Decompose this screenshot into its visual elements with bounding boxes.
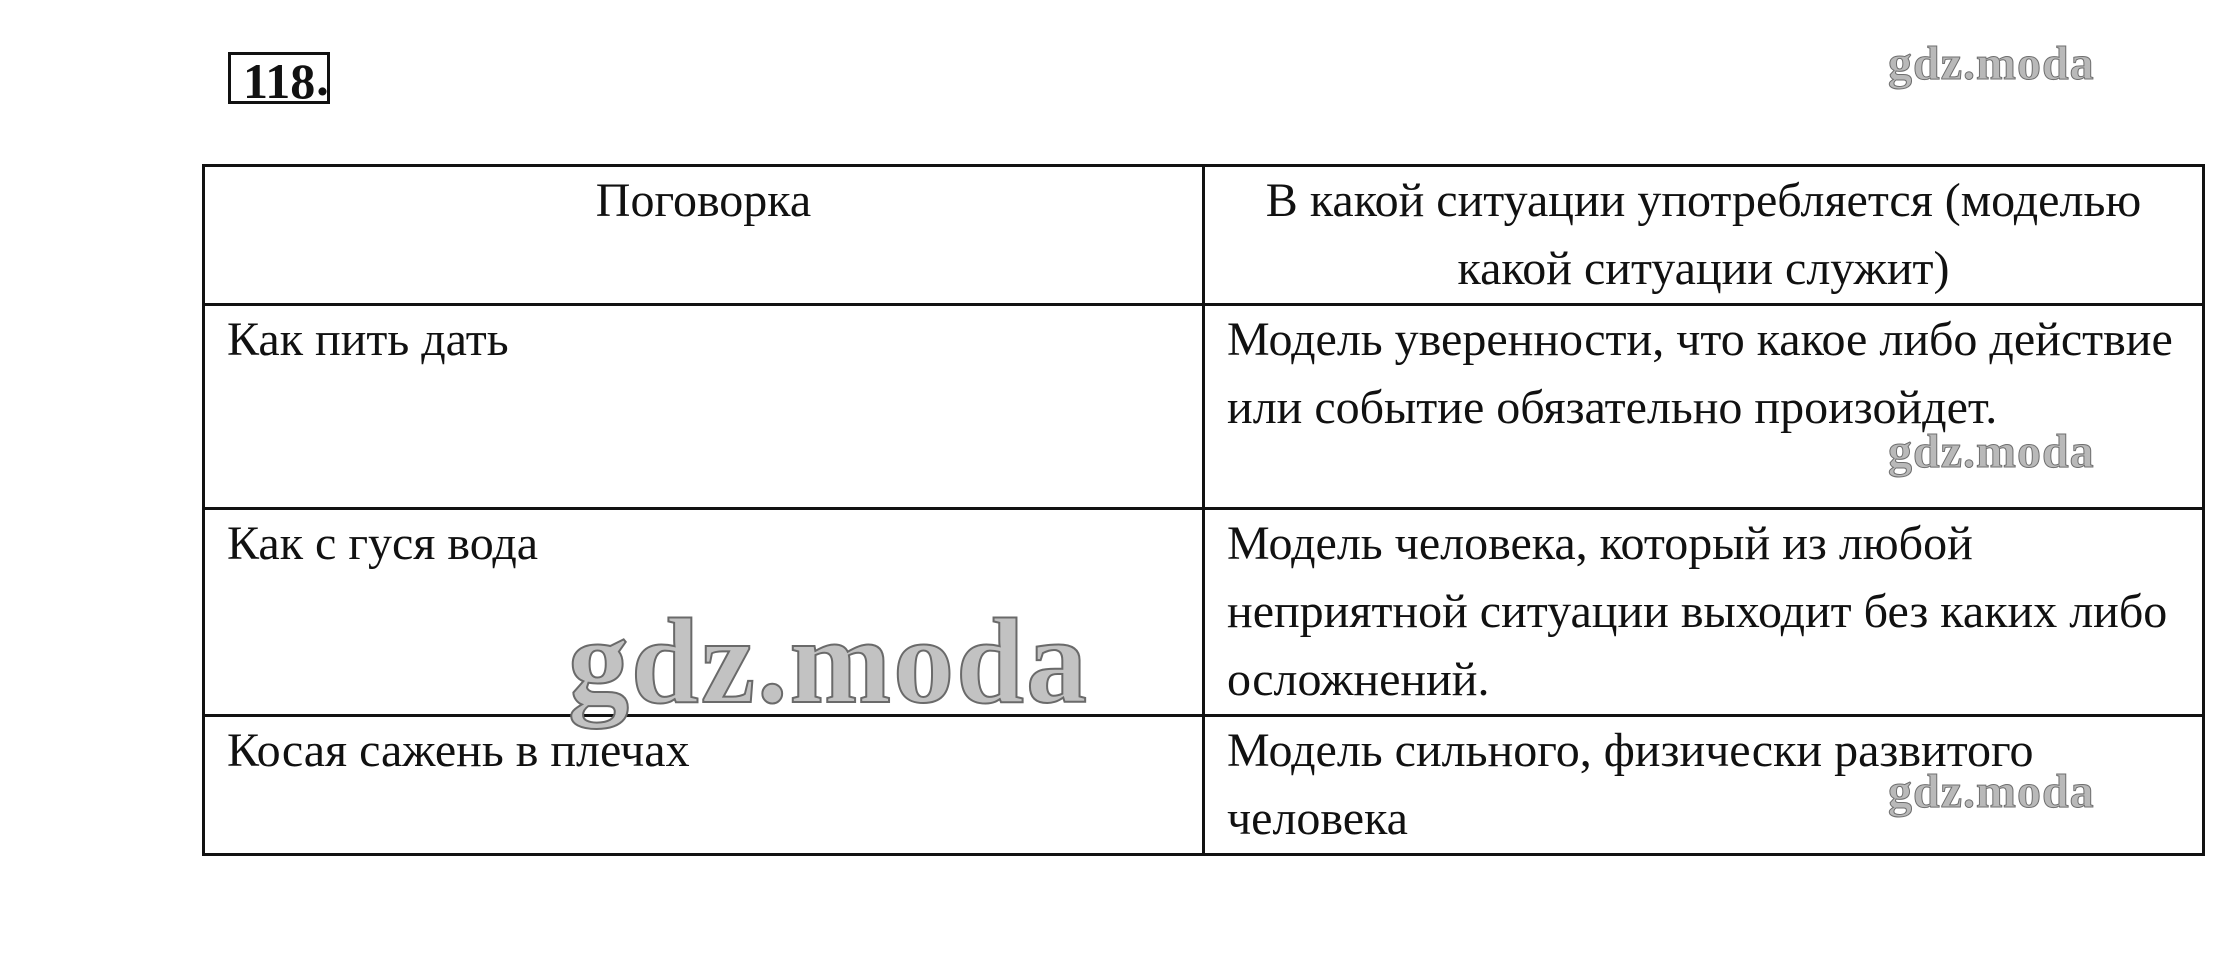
meaning-cell: Модель уверенности, что какое либо действие или событие обязательно произойдет. [1204, 305, 2204, 509]
watermark-logo-top: gdz.moda [1888, 37, 2095, 90]
saying-cell: Косая сажень в плечах [204, 716, 1204, 855]
task-number-box: 118 [228, 52, 330, 104]
header-situation: В какой ситуации употребляется (моделью какой ситуации служит) [1204, 166, 2204, 305]
table-header-row [204, 166, 2204, 305]
sayings-table [202, 164, 2205, 844]
saying-cell: Как пить дать [204, 305, 1204, 509]
meaning-cell: Модель сильного, физически развитого человека [1204, 716, 2204, 855]
task-number-dot: . [316, 50, 329, 106]
saying-cell: Как с гуся вода [204, 509, 1204, 716]
watermark-logo-bottom: gdz.moda [1888, 765, 2095, 818]
table-row [204, 509, 2204, 716]
task-number [228, 50, 329, 109]
table-row [204, 716, 2204, 855]
meaning-cell: Модель человека, который из любой неприятной ситуации выходит без каких либо осложнений. [1204, 509, 2204, 716]
header-saying: Поговорка [204, 166, 1204, 305]
table-row [204, 305, 2204, 509]
watermark-logo-row1: gdz.moda [1888, 425, 2095, 478]
watermark-logo-center: gdz.moda [568, 594, 1089, 729]
